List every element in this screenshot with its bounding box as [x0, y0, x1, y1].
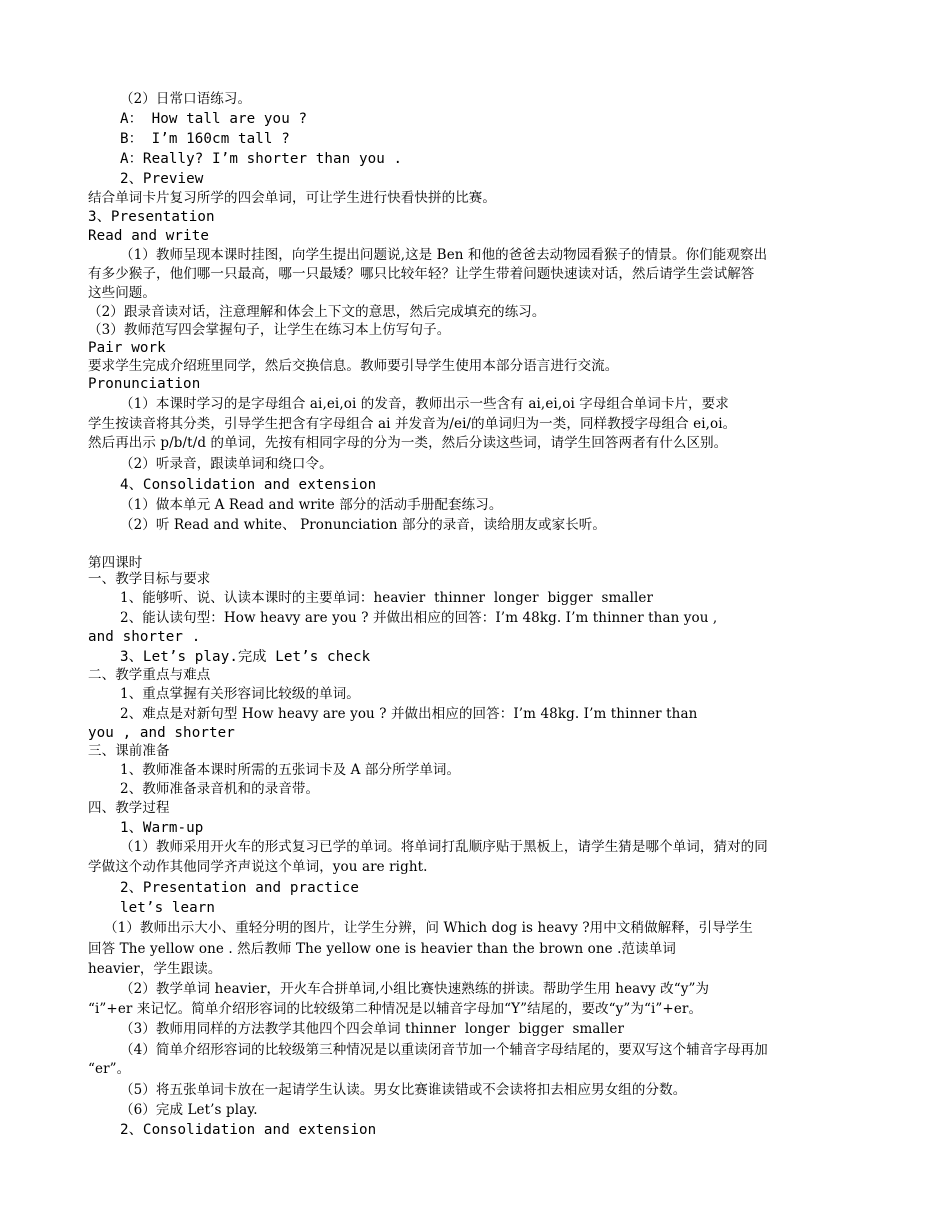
text-line: 回答 The yellow one . 然后教师 The yellow one is heavier than the brown one .范读单词: [88, 941, 676, 957]
text-line: 3、Let’s play.完成 Let’s check: [120, 649, 371, 665]
text-line: 2、Presentation and practice: [120, 880, 359, 896]
text-line: 有多少猴子，他们哪一只最高，哪一只最矮？哪只比较年轻？让学生带着问题快速读对话，然后请学生尝试解答: [88, 266, 755, 282]
section-heading: 四、教学过程: [88, 800, 170, 816]
text-line: let’s learn: [120, 900, 216, 916]
text-line: 1、教师准备本课时所需的五张词卡及 A 部分所学单词。: [120, 762, 461, 778]
text-line: 要求学生完成介绍班里同学，然后交换信息。教师要引导学生使用本部分语言进行交流。: [88, 358, 619, 374]
text-line: and shorter .: [88, 629, 201, 645]
text-line: （3）教师范写四会掌握句子，让学生在练习本上仿写句子。: [88, 322, 451, 338]
text-line: B： I’m 160cm tall ?: [120, 131, 290, 147]
text-line: （1）教师呈现本课时挂图，向学生提出问题说,这是 Ben 和他的爸爸去动物园看猴子的情景。你们能观察出: [120, 247, 768, 263]
section-heading: 一、教学目标与要求: [88, 571, 211, 587]
text-line: （5）将五张单词卡放在一起请学生认读。男女比赛谁读错或不会读将扣去相应男女组的分数。: [120, 1082, 687, 1098]
text-line: （2）听录音，跟读单词和绕口令。: [120, 456, 333, 472]
section-heading: 三、课前准备: [88, 743, 170, 759]
text-line: Pair work: [88, 340, 166, 356]
text-line: （2）听 Read and white、 Pronunciation 部分的录音，读给朋友或家长听。: [120, 517, 606, 533]
text-line: （1）做本单元 A Read and write 部分的活动手册配套练习。: [120, 497, 503, 513]
text-line: you , and shorter: [88, 725, 235, 741]
text-line: （6）完成 Let’s play.: [120, 1102, 258, 1118]
text-line: （2）跟录音读对话，注意理解和体会上下文的意思，然后完成填充的练习。: [88, 304, 546, 320]
text-line: 1、Warm-up: [120, 820, 204, 836]
text-line: 1、重点掌握有关形容词比较级的单词。: [120, 686, 360, 702]
text-line: 1、能够听、说、认读本课时的主要单词：heavier thinner longer bigger smaller: [120, 590, 654, 606]
text-line: A：Really? I’m shorter than you .: [120, 151, 403, 167]
text-line: 4、Consolidation and extension: [120, 477, 377, 493]
text-line: 学生按读音将其分类，引导学生把含有字母组合 ai 并发音为/ei/的单词归为一类，同样教授字母组合 ei,oi。: [88, 416, 737, 432]
text-line: （2）教学单词 heavier，开火车合拼单词,小组比赛快速熟练的拼读。帮助学生用 heavy 改“y”为: [120, 981, 710, 997]
text-line: 3、Presentation: [88, 209, 215, 225]
section-heading: 二、教学重点与难点: [88, 667, 211, 683]
text-line: 2、教师准备录音机和的录音带。: [120, 781, 320, 797]
text-line: 2、能认读句型：How heavy are you ? 并做出相应的回答：I’m 48kg. I’m thinner than you ,: [120, 610, 718, 626]
text-line: Read and write: [88, 228, 209, 244]
text-line: 2、Preview: [120, 171, 204, 187]
text-line: “i”+er 来记忆。简单介绍形容词的比较级第二种情况是以辅音字母加“Y”结尾的，要改“y”为“i”+er。: [88, 1001, 703, 1017]
text-line: 2、Consolidation and extension: [120, 1122, 377, 1138]
text-line: （2）日常口语练习。: [120, 91, 252, 107]
text-line: heavier，学生跟读。: [88, 961, 222, 977]
text-line: 这些问题。: [88, 285, 156, 301]
text-line: （1）教师出示大小、重轻分明的图片，让学生分辨，问 Which dog is heavy ?用中文稍做解释，引导学生: [104, 920, 753, 936]
text-line: （1）本课时学习的是字母组合 ai,ei,oi 的发音，教师出示一些含有 ai,ei,oi 字母组合单词卡片，要求: [120, 396, 729, 412]
text-line: 结合单词卡片复习所学的四会单词，可让学生进行快看快拼的比赛。: [88, 190, 496, 206]
text-line: 学做这个动作其他同学齐声说这个单词，you are right.: [88, 859, 428, 875]
text-line: （3）教师用同样的方法教学其他四个四会单词 thinner longer bigger smaller: [120, 1021, 625, 1037]
text-line: 2、难点是对新句型 How heavy are you ? 并做出相应的回答：I’m 48kg. I’m thinner than: [120, 706, 698, 722]
text-line: “er”。: [88, 1061, 131, 1077]
text-line: （4）简单介绍形容词的比较级第三种情况是以重读闭音节加一个辅音字母结尾的，要双写这个辅音字母再加: [120, 1042, 768, 1058]
lesson-heading: 第四课时: [88, 555, 143, 571]
text-line: （1）教师采用开火车的形式复习已学的单词。将单词打乱顺序贴于黑板上，请学生猜是哪个单词，猜对的同: [120, 839, 768, 855]
text-line: 然后再出示 p/b/t/d 的单词，先按有相同字母的分为一类，然后分读这些词，请学生回答两者有什么区别。: [88, 435, 728, 451]
text-line: A： How tall are you ?: [120, 111, 308, 127]
text-line: Pronunciation: [88, 376, 201, 392]
